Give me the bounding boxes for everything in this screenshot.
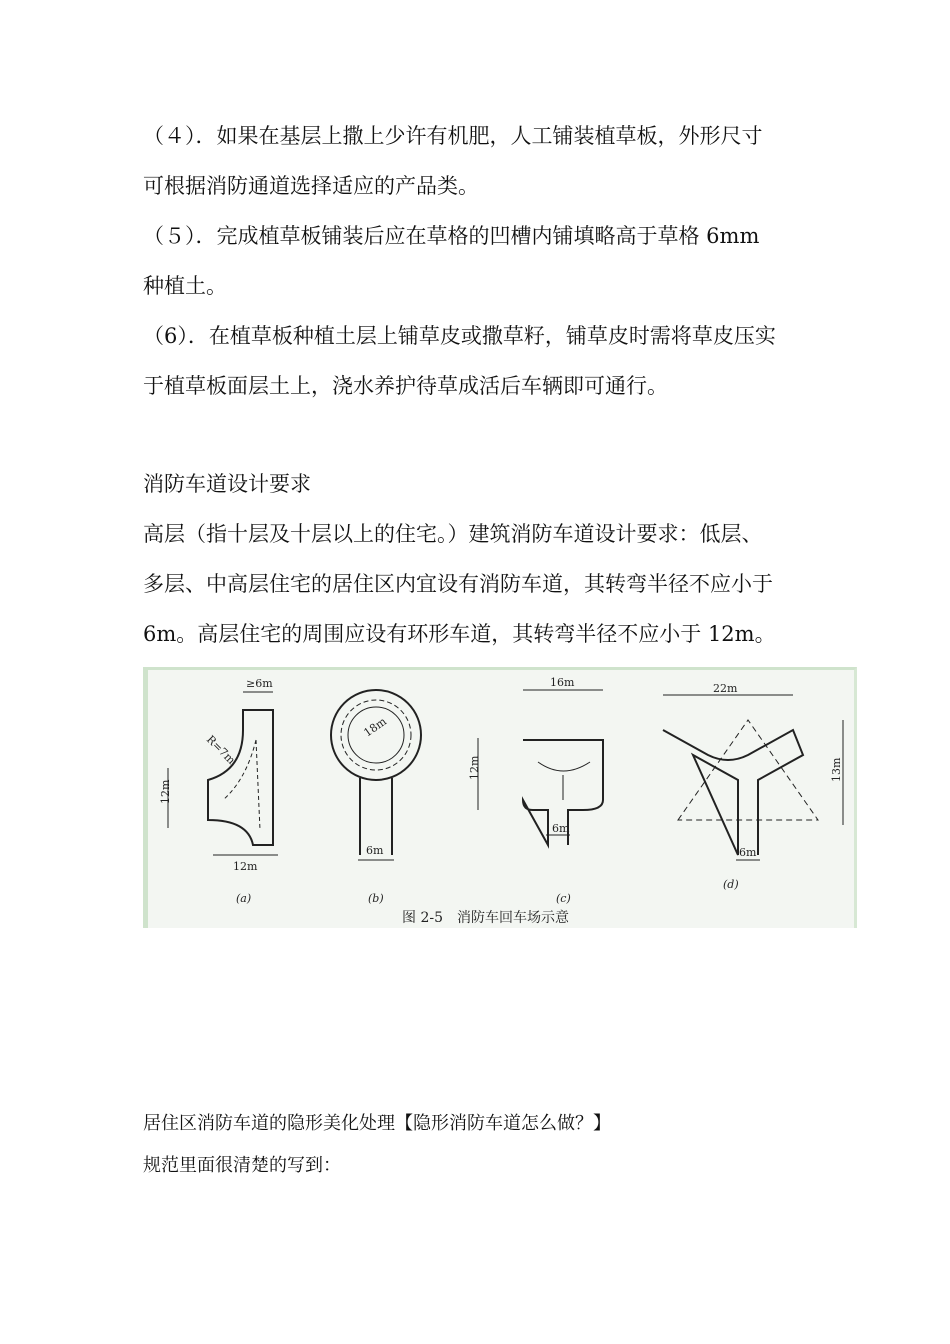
diagram-d-outline <box>663 730 803 855</box>
diagram-a-label: (a) <box>236 892 252 905</box>
turnaround-diagram <box>148 670 854 928</box>
paragraph-6-line-1: （6）．在植草板种植土层上铺草皮或撒草籽，铺草皮时需将草皮压实 <box>143 324 776 348</box>
diagram-d-dim-top: 22m <box>713 682 738 695</box>
paragraph-4-line-2: 可根据消防通道选择适应的产品类。 <box>143 174 479 198</box>
diagram-b-label: (b) <box>368 892 384 905</box>
paragraph-6-line-2: 于植草板面层土上，浇水养护待草成活后车辆即可通行。 <box>143 374 668 398</box>
diagram-a-outline <box>208 710 273 845</box>
diagram-a-dim-bottom: 12m <box>233 860 258 873</box>
diagram-c-dim-left: 12m <box>468 755 481 780</box>
diagram-c-dim-bottom: 6m <box>552 822 570 835</box>
diagram-b-dim-bottom: 6m <box>366 844 384 857</box>
requirements-line-2: 多层、中高层住宅的居住区内宜设有消防车道，其转弯半径不应小于 <box>143 572 773 596</box>
diagram-b-ring <box>331 690 421 780</box>
paragraph-5-line-2: 种植土。 <box>143 274 227 298</box>
diagram-a-dim-left: 12m <box>159 779 172 804</box>
invisible-fire-lane-heading: 居住区消防车道的隐形美化处理【隐形消防车道怎么做？】 <box>143 1113 611 1134</box>
figure-caption: 图 2-5 消防车回车场示意 <box>402 910 569 926</box>
diagram-d-dim-bottom: 6m <box>739 846 757 859</box>
diagram-a-dim-top: ≥6m <box>246 677 273 690</box>
diagram-d-dim-right: 13m <box>830 757 843 782</box>
section-heading: 消防车道设计要求 <box>143 472 311 496</box>
requirements-line-3: 6m。高层住宅的周围应设有环形车道，其转弯半径不应小于 12m。 <box>143 622 776 646</box>
diagram-c-dim-top: 16m <box>550 676 575 689</box>
diagram-d-label: (d) <box>723 878 739 891</box>
requirements-line-1: 高层（指十层及十层以上的住宅。）建筑消防车道设计要求：低层、 <box>143 522 763 546</box>
diagram-c-label: (c) <box>556 892 571 905</box>
diagram-a-radius: R=7m <box>203 732 238 767</box>
paragraph-5-line-1: （５）．完成植草板铺装后应在草格的凹槽内铺填略高于草格 6mm <box>143 224 760 248</box>
turnaround-figure <box>143 667 857 928</box>
diagram-b-dim-diameter: 18m <box>361 714 389 740</box>
spec-intro: 规范里面很清楚的写到： <box>143 1155 341 1176</box>
paragraph-4-line-1: （４）．如果在基层上撒上少许有机肥，人工铺装植草板，外形尺寸 <box>143 124 763 148</box>
